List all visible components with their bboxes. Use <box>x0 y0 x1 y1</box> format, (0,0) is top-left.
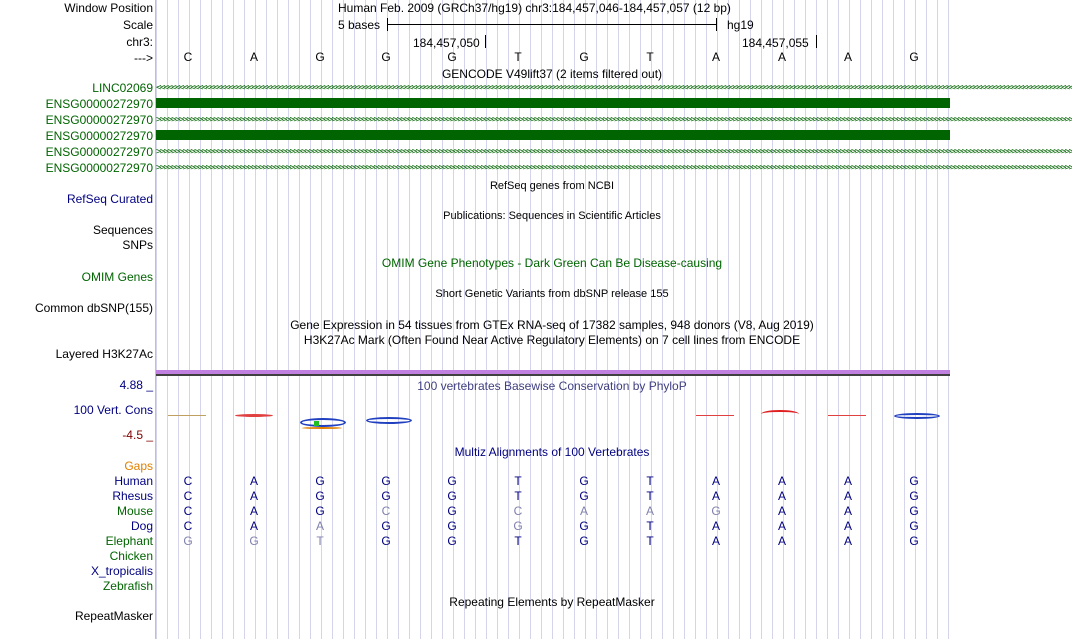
omim-track-label[interactable]: OMIM Genes <box>81 270 153 284</box>
reference-base: G <box>909 50 919 64</box>
reference-base: A <box>777 50 786 64</box>
alignment-base: G <box>909 489 919 503</box>
reference-base: T <box>646 50 654 64</box>
alignment-base: A <box>249 474 258 488</box>
alignment-base: G <box>909 534 919 548</box>
reference-base: A <box>711 50 720 64</box>
alignment-base: T <box>514 474 522 488</box>
grid-line <box>904 0 905 639</box>
alignment-base: G <box>447 489 457 503</box>
alignment-base: G <box>447 474 457 488</box>
scale-label: Scale <box>122 18 153 32</box>
snps-track-label[interactable]: SNPs <box>122 238 153 252</box>
alignment-base: G <box>579 534 589 548</box>
coord-label-2: 184,457,055 <box>742 36 809 50</box>
alignment-base: G <box>447 534 457 548</box>
gene-feature-ensg-5[interactable]: >>>>>>>>>>>>>>>>>>>>>>>>>>>>>>>>>>>>>>>>>>>>>>>>>>>>>>>>>>>>>>>>>>>>>>>>>>>>>>>>>>>>>>>>>>>>>>>>>>>>>>>>>>>>>>>>>>>>>>>>>>>>>>>>>>>>>>>>>>>>>>>>>>>>>>>>>>>>>>>>>>>>>>>>>>>>>>>>>>>>>>>>>>>>>>>>>>>>>>>>>>>>>>>>>>>>>>>>>>>>>>>>>>>>>>>>>>>>>>>> <box>156 163 1072 173</box>
alignment-base: A <box>777 504 786 518</box>
alignment-base: G <box>909 519 919 533</box>
cons-mark-4 <box>366 417 412 424</box>
cons-mark-11 <box>828 415 866 416</box>
gene-feature-ensg-2[interactable]: >>>>>>>>>>>>>>>>>>>>>>>>>>>>>>>>>>>>>>>>>>>>>>>>>>>>>>>>>>>>>>>>>>>>>>>>>>>>>>>>>>>>>>>>>>>>>>>>>>>>>>>>>>>>>>>>>>>>>>>>>>>>>>>>>>>>>>>>>>>>>>>>>>>>>>>>>>>>>>>>>>>>>>>>>>>>>>>>>>>>>>>>>>>>>>>>>>>>>>>>>>>>>>>>>>>>>>>>>>>>>>>>>>>>>>>>>>>>>>>> <box>156 115 1072 125</box>
grid-line <box>233 0 234 639</box>
alignment-base: C <box>381 504 391 518</box>
grid-line <box>266 0 267 639</box>
alignment-base: A <box>843 474 852 488</box>
gaps-label: Gaps <box>124 459 153 473</box>
multiz-track-title: Multiz Alignments of 100 Vertebrates <box>454 445 650 459</box>
reference-base: A <box>843 50 852 64</box>
cons-mark-1 <box>168 415 206 416</box>
cons-max-label: 4.88 _ <box>119 378 153 392</box>
alignment-base: A <box>843 489 852 503</box>
alignment-base: G <box>579 519 589 533</box>
alignment-base: T <box>514 489 522 503</box>
publications-track-title: Publications: Sequences in Scientific Articles <box>443 210 661 222</box>
alignment-base: A <box>315 519 324 533</box>
conservation-plot[interactable] <box>156 405 950 435</box>
scale-bar <box>387 24 717 25</box>
cons-track-title: 100 vertebrates Basewise Conservation by PhyloP <box>417 379 687 393</box>
coord-tick-1 <box>485 35 486 48</box>
grid-line <box>871 0 872 639</box>
grid-line <box>288 0 289 639</box>
strand-arrow-label: ---> <box>134 51 153 65</box>
alignment-base: A <box>777 534 786 548</box>
alignment-base: G <box>315 504 325 518</box>
reference-base: T <box>514 50 522 64</box>
alignment-base: A <box>843 504 852 518</box>
grid-line <box>211 0 212 639</box>
scale-bar-left-tick <box>387 18 388 31</box>
reference-base: C <box>183 50 193 64</box>
grid-line <box>838 0 839 639</box>
grid-line <box>816 0 817 639</box>
coord-label-1: 184,457,050 <box>413 36 480 50</box>
grid-line <box>222 0 223 639</box>
cons-track-label[interactable]: 100 Vert. Cons <box>73 403 153 417</box>
h3k27ac-baseline <box>156 374 950 376</box>
alignment-base: C <box>513 504 523 518</box>
repeatmasker-track-title: Repeating Elements by RepeatMasker <box>449 595 655 609</box>
grid-line <box>827 0 828 639</box>
chrom-label: chr3: <box>126 35 153 49</box>
reference-base: G <box>447 50 457 64</box>
refseq-track-title: RefSeq genes from NCBI <box>489 180 615 192</box>
alignment-base: A <box>249 504 258 518</box>
alignment-base: A <box>249 489 258 503</box>
h3k27ac-track-title: H3K27Ac Mark (Often Found Near Active Regulatory Elements) on 7 cell lines from ENCODE <box>303 333 801 347</box>
alignment-base: A <box>711 534 720 548</box>
cons-mark-12 <box>894 413 940 419</box>
grid-line <box>893 0 894 639</box>
alignment-base: A <box>711 519 720 533</box>
gene-feature-ensg-4[interactable]: >>>>>>>>>>>>>>>>>>>>>>>>>>>>>>>>>>>>>>>>>>>>>>>>>>>>>>>>>>>>>>>>>>>>>>>>>>>>>>>>>>>>>>>>>>>>>>>>>>>>>>>>>>>>>>>>>>>>>>>>>>>>>>>>>>>>>>>>>>>>>>>>>>>>>>>>>>>>>>>>>>>>>>>>>>>>>>>>>>>>>>>>>>>>>>>>>>>>>>>>>>>>>>>>>>>>>>>>>>>>>>>>>>>>>>>>>>>>>>>> <box>156 147 1072 157</box>
alignment-base: A <box>249 519 258 533</box>
refseq-track-label[interactable]: RefSeq Curated <box>66 192 153 206</box>
cons-mark-9 <box>696 415 734 416</box>
gtex-track-title: Gene Expression in 54 tissues from GTEx RNA-seq of 17382 samples, 948 donors (V8, Aug 2019) <box>290 318 814 332</box>
reference-base: G <box>315 50 325 64</box>
alignment-base: G <box>381 489 391 503</box>
species-label-rhesus[interactable]: Rhesus <box>112 489 153 503</box>
alignment-base: G <box>381 519 391 533</box>
gene-feature-ensg-3[interactable] <box>156 130 950 140</box>
alignment-base: A <box>777 519 786 533</box>
grid-line <box>200 0 201 639</box>
species-label-human[interactable]: Human <box>114 474 153 488</box>
species-label-dog[interactable]: Dog <box>130 519 153 533</box>
grid-line <box>948 0 949 639</box>
gene-feature-linc02069[interactable]: <<<<<<<<<<<<<<<<<<<<<<<<<<<<<<<<<<<<<<<<<<<<<<<<<<<<<<<<<<<<<<<<<<<<<<<<<<<<<<<<<<<<<<<<<<<<<<<<<<<<<<<<<<<<<<<<<<<<<<<<<<<<<<<<<<<<<<<<<<<<<<<<<<<<<<<<<<<<<<<<<<<<<<<<<<<<<<<<<<<<<<<<<<<<<<<<<<<<<<<<<<<<<<<<<<<<<<<<<<<<<<<<<<<<<<<<<<<<<<<< <box>156 83 1072 93</box>
scale-bar-right-tick <box>716 18 717 31</box>
gencode-track-title: GENCODE V49lift37 (2 items filtered out) <box>441 67 663 81</box>
alignment-base: G <box>381 474 391 488</box>
alignment-base: C <box>183 474 193 488</box>
track-label-ensg-2[interactable]: ENSG00000272970 <box>45 113 153 127</box>
reference-base: A <box>249 50 258 64</box>
track-label-linc02069[interactable]: LINC02069 <box>92 81 153 95</box>
coord-tick-2 <box>816 35 817 48</box>
alignment-base: G <box>579 489 589 503</box>
alignment-base: A <box>579 504 588 518</box>
alignment-base: G <box>249 534 259 548</box>
assembly-position-text: Human Feb. 2009 (GRCh37/hg19) chr3:184,457,046-184,457,057 (12 bp) <box>338 1 731 15</box>
cons-mark-3c <box>302 427 342 429</box>
alignment-base: G <box>909 504 919 518</box>
grid-line <box>860 0 861 639</box>
db-name-text: hg19 <box>727 18 754 32</box>
alignment-base: T <box>646 489 654 503</box>
scale-bases-text: 5 bases <box>338 18 381 32</box>
grid-line <box>167 0 168 639</box>
alignment-base: A <box>645 504 654 518</box>
alignment-base: C <box>183 489 193 503</box>
alignment-base: G <box>315 489 325 503</box>
track-labels <box>0 0 155 639</box>
track-label-ensg-3[interactable]: ENSG00000272970 <box>45 129 153 143</box>
alignment-base: A <box>843 534 852 548</box>
dbsnp-track-title: Short Genetic Variants from dbSNP release 155 <box>435 288 669 300</box>
grid-line <box>178 0 179 639</box>
cons-mark-3 <box>300 418 346 427</box>
alignment-base: G <box>579 474 589 488</box>
grid-line <box>926 0 927 639</box>
grid-line <box>937 0 938 639</box>
species-label-mouse[interactable]: Mouse <box>116 504 153 518</box>
h3k27ac-track-label[interactable]: Layered H3K27Ac <box>55 347 153 361</box>
alignment-base: G <box>513 519 523 533</box>
alignment-base: A <box>711 489 720 503</box>
alignment-base: C <box>183 519 193 533</box>
dbsnp-track-label[interactable]: Common dbSNP(155) <box>34 301 153 315</box>
species-label-x_tropicalis[interactable]: X_tropicalis <box>90 564 153 578</box>
omim-track-title: OMIM Gene Phenotypes - Dark Green Can Be Disease-causing <box>381 256 723 270</box>
cons-min-label: -4.5 _ <box>122 428 153 442</box>
track-label-ensg-5[interactable]: ENSG00000272970 <box>45 161 153 175</box>
alignment-base: G <box>381 534 391 548</box>
alignment-base: G <box>315 474 325 488</box>
window-position-label: Window Position <box>64 1 153 15</box>
alignment-base: T <box>646 534 654 548</box>
cons-mark-3b <box>314 421 319 426</box>
species-label-chicken[interactable]: Chicken <box>109 549 153 563</box>
alignment-base: T <box>646 474 654 488</box>
species-label-zebrafish[interactable]: Zebrafish <box>102 579 153 593</box>
alignment-base: G <box>183 534 193 548</box>
track-label-ensg-1[interactable]: ENSG00000272970 <box>45 97 153 111</box>
reference-base: G <box>579 50 589 64</box>
alignment-base: C <box>183 504 193 518</box>
alignment-base: T <box>514 534 522 548</box>
cons-mark-2 <box>235 414 273 417</box>
alignment-base: G <box>711 504 721 518</box>
alignment-base: G <box>909 474 919 488</box>
alignment-base: A <box>777 474 786 488</box>
grid-line <box>244 0 245 639</box>
alignment-base: G <box>447 504 457 518</box>
alignment-base: G <box>447 519 457 533</box>
alignment-base: T <box>316 534 324 548</box>
gene-feature-ensg-1[interactable] <box>156 98 950 108</box>
grid-line <box>277 0 278 639</box>
alignment-base: A <box>843 519 852 533</box>
reference-base: G <box>381 50 391 64</box>
repeatmasker-track-label[interactable]: RepeatMasker <box>74 609 153 623</box>
grid-line <box>882 0 883 639</box>
cons-mark-10 <box>761 410 799 418</box>
sequences-track-label[interactable]: Sequences <box>92 223 153 237</box>
alignment-base: T <box>646 519 654 533</box>
alignment-base: A <box>777 489 786 503</box>
label-divider <box>155 0 156 639</box>
track-label-ensg-4[interactable]: ENSG00000272970 <box>45 145 153 159</box>
species-label-elephant[interactable]: Elephant <box>105 534 153 548</box>
grid-line <box>156 0 157 639</box>
alignment-base: A <box>711 474 720 488</box>
